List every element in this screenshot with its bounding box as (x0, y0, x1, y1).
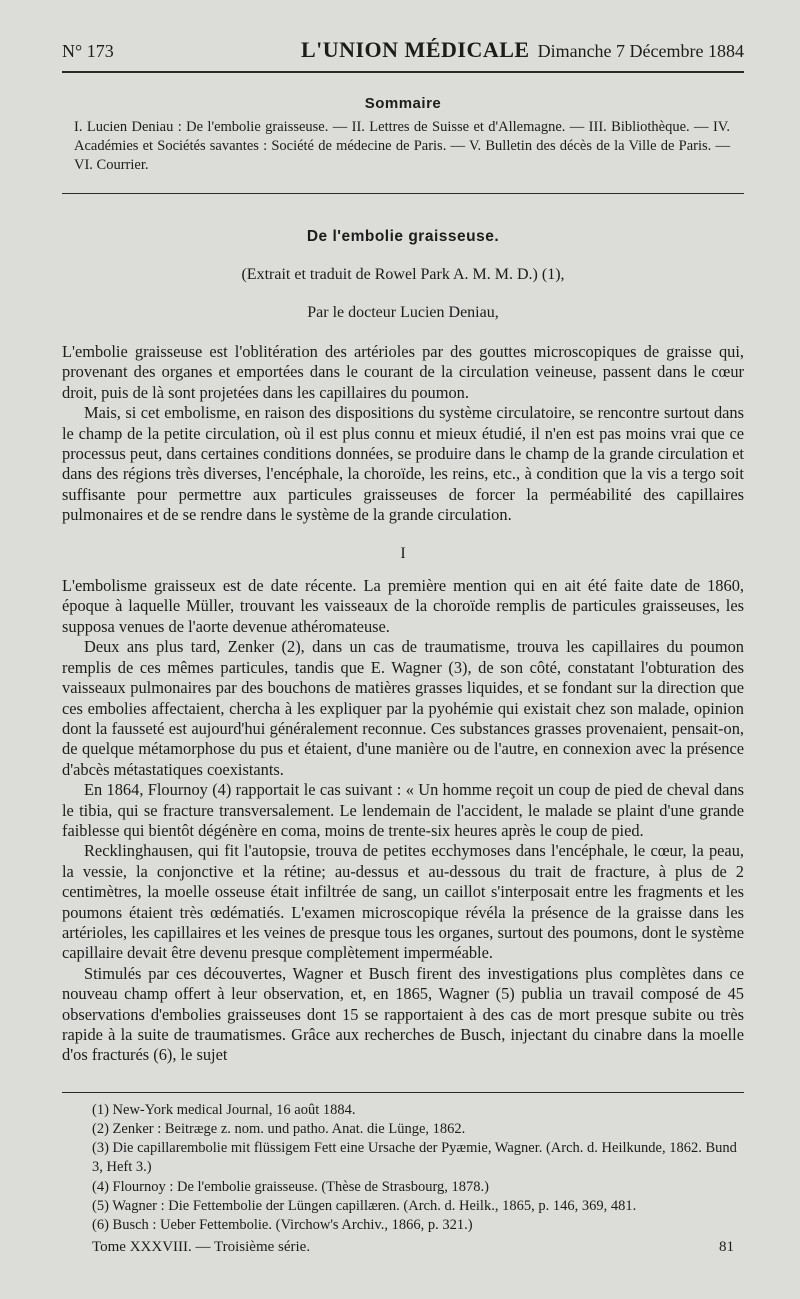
page-number: 81 (719, 1239, 734, 1256)
header-right (301, 38, 744, 63)
journal-title: L'UNION MÉDICALE (300, 37, 530, 62)
volume-label: Tome XXXVIII. — Troisième série. (92, 1239, 311, 1256)
footnote-item: (1) New-York medical Journal, 16 août 1884. (92, 1101, 356, 1118)
footnote-item: (6) Busch : Ueber Fettembolie. (Virchow's Archiv., 1866, p. 321.) (92, 1217, 473, 1234)
issue-date: Dimanche 7 Décembre 1884 (537, 41, 744, 61)
footnote-item: (4) Flournoy : De l'embolie graisseuse. (Thèse de Strasbourg, 1878.) (92, 1178, 489, 1195)
article-title: De l'embolie graisseuse. (306, 228, 500, 245)
sommaire-heading: Sommaire (364, 95, 442, 112)
article-body (62, 342, 744, 1066)
body-paragraph: L'embolie graisseuse est l'oblitération des artérioles par des gouttes microscopiques de graisse qui, provenant des organes et emportées dans le courant de la circulation veineuse, passent dans le cœur droit, puis de là sont projetées dans les capillaires du poumon. (62, 342, 744, 402)
section-numeral: I (400, 544, 406, 562)
page-footer (62, 1239, 744, 1256)
body-paragraph: Mais, si cet embolisme, en raison des dispositions du système circulatoire, se rencontre surtout dans le champ de la petite circulation, où il est plus connu et mieux étudié, il n'en est pas moins vrai que ce processus peut, dans certaines conditions données, se produire dans le champ de la grande circulation et dans des régions très diverses, l'encéphale, la choroïde, les reins, etc., à condition que la vis a tergo soit suffisante pour permettre aux particules graisseuses de forcer la perméabilité des capillaires pulmonaires et de se rendre dans le système de la grande circulation. (62, 403, 744, 525)
footnote-item: (3) Die capillarembolie mit flüssigem Fett eine Ursache der Pyæmie, Wagner. (Arch. d. Heilkunde, 1862. Bund 3, Heft 3.) (92, 1140, 737, 1176)
footnote-item: (5) Wagner : Die Fettembolie der Lüngen capillæren. (Arch. d. Heilk., 1865, p. 146, 369, 481. (92, 1197, 637, 1214)
page-header (62, 38, 744, 73)
issue-number: N° 173 (62, 41, 114, 61)
footnote-item: (2) Zenker : Beitræge z. nom. und patho. Anat. die Lünge, 1862. (92, 1121, 466, 1138)
body-paragraph: Deux ans plus tard, Zenker (2), dans un cas de traumatisme, trouva les capillaires du poumon remplis de ces mêmes particules, tandis que E. Wagner (3), de son côté, constatant l'obturation des vaisseaux pulmonaires par des bouchons de matières grasses liquides, et se fondant sur la direction que ces embolies affectaient, chercha à les expliquer par la pyohémie qui existait chez son malade, opinion dont la fausseté est aujourd'hui généralement reconnue. Ces substances grasses provenaient, pensait-on, de quelque métamorphose du pus et étaient, d'une manière ou de l'autre, en connexion avec la présence d'abcès métastatiques coexistants. (62, 637, 744, 779)
footnote-divider (62, 1092, 744, 1093)
body-paragraph: En 1864, Flournoy (4) rapportait le cas suivant : « Un homme reçoit un coup de pied de cheval dans le tibia, qui se fracture transversalement. Le lendemain de l'accident, le malade se plaint d'une grande faiblesse qui bientôt dégénère en coma, moins de trente-six heures après le coup de pied. (62, 780, 744, 840)
body-paragraph: Recklinghausen, qui fit l'autopsie, trouva de petites ecchymoses dans l'encéphale, le cœur, la peau, la vessie, la conjonctive et la rétine; au-dessus et au-dessous du trait de fracture, à plus de 2 centimètres, la moelle osseuse était infiltrée de sang, un caillot s'interposait entre les fragments et les poumons étaient très œdématiés. L'examen microscopique révéla la présence de la graisse dans les artérioles, les capillaires et les veines de presque tous les organes, surtout des poumons, dont le système capillaire devait être devenu presque complètement imperméable. (62, 841, 744, 963)
body-paragraph: L'embolisme graisseux est de date récente. La première mention qui en ait été faite date de 1860, époque à laquelle Müller, trouvant les vaisseaux de la choroïde remplis de particules graisseuses, les supposa venues de l'aorte devenue athéromateuse. (62, 576, 744, 636)
article-byline: Par le docteur Lucien Deniau, (307, 304, 499, 321)
section-divider (62, 193, 744, 194)
footnotes (62, 1101, 744, 1235)
body-paragraph: Stimulés par ces découvertes, Wagner et Busch firent des investigations plus complètes dans ce nouveau champ offert à leur observation, et, en 1865, Wagner (5) publia un travail composé de 45 observations d'embolies graisseuses dont 15 se rapportaient à des cas de mort presque subite ou très rapide à la suite de traumatismes. Grâce aux recherches de Busch, injectant du cinabre dans la moelle d'os fracturés (6), le sujet (62, 963, 744, 1065)
sommaire-text: I. Lucien Deniau : De l'embolie graisseuse. — II. Lettres de Suisse et d'Allemagne. — III. Bibliothèque. — IV. Académies et Sociétés savantes : Société de médecine de Paris. — V. Bulletin des décès de la Ville de Paris. — VI. Courrier. (74, 119, 730, 173)
article-subtitle: (Extrait et traduit de Rowel Park A. M. M. D.) (1), (241, 266, 565, 283)
